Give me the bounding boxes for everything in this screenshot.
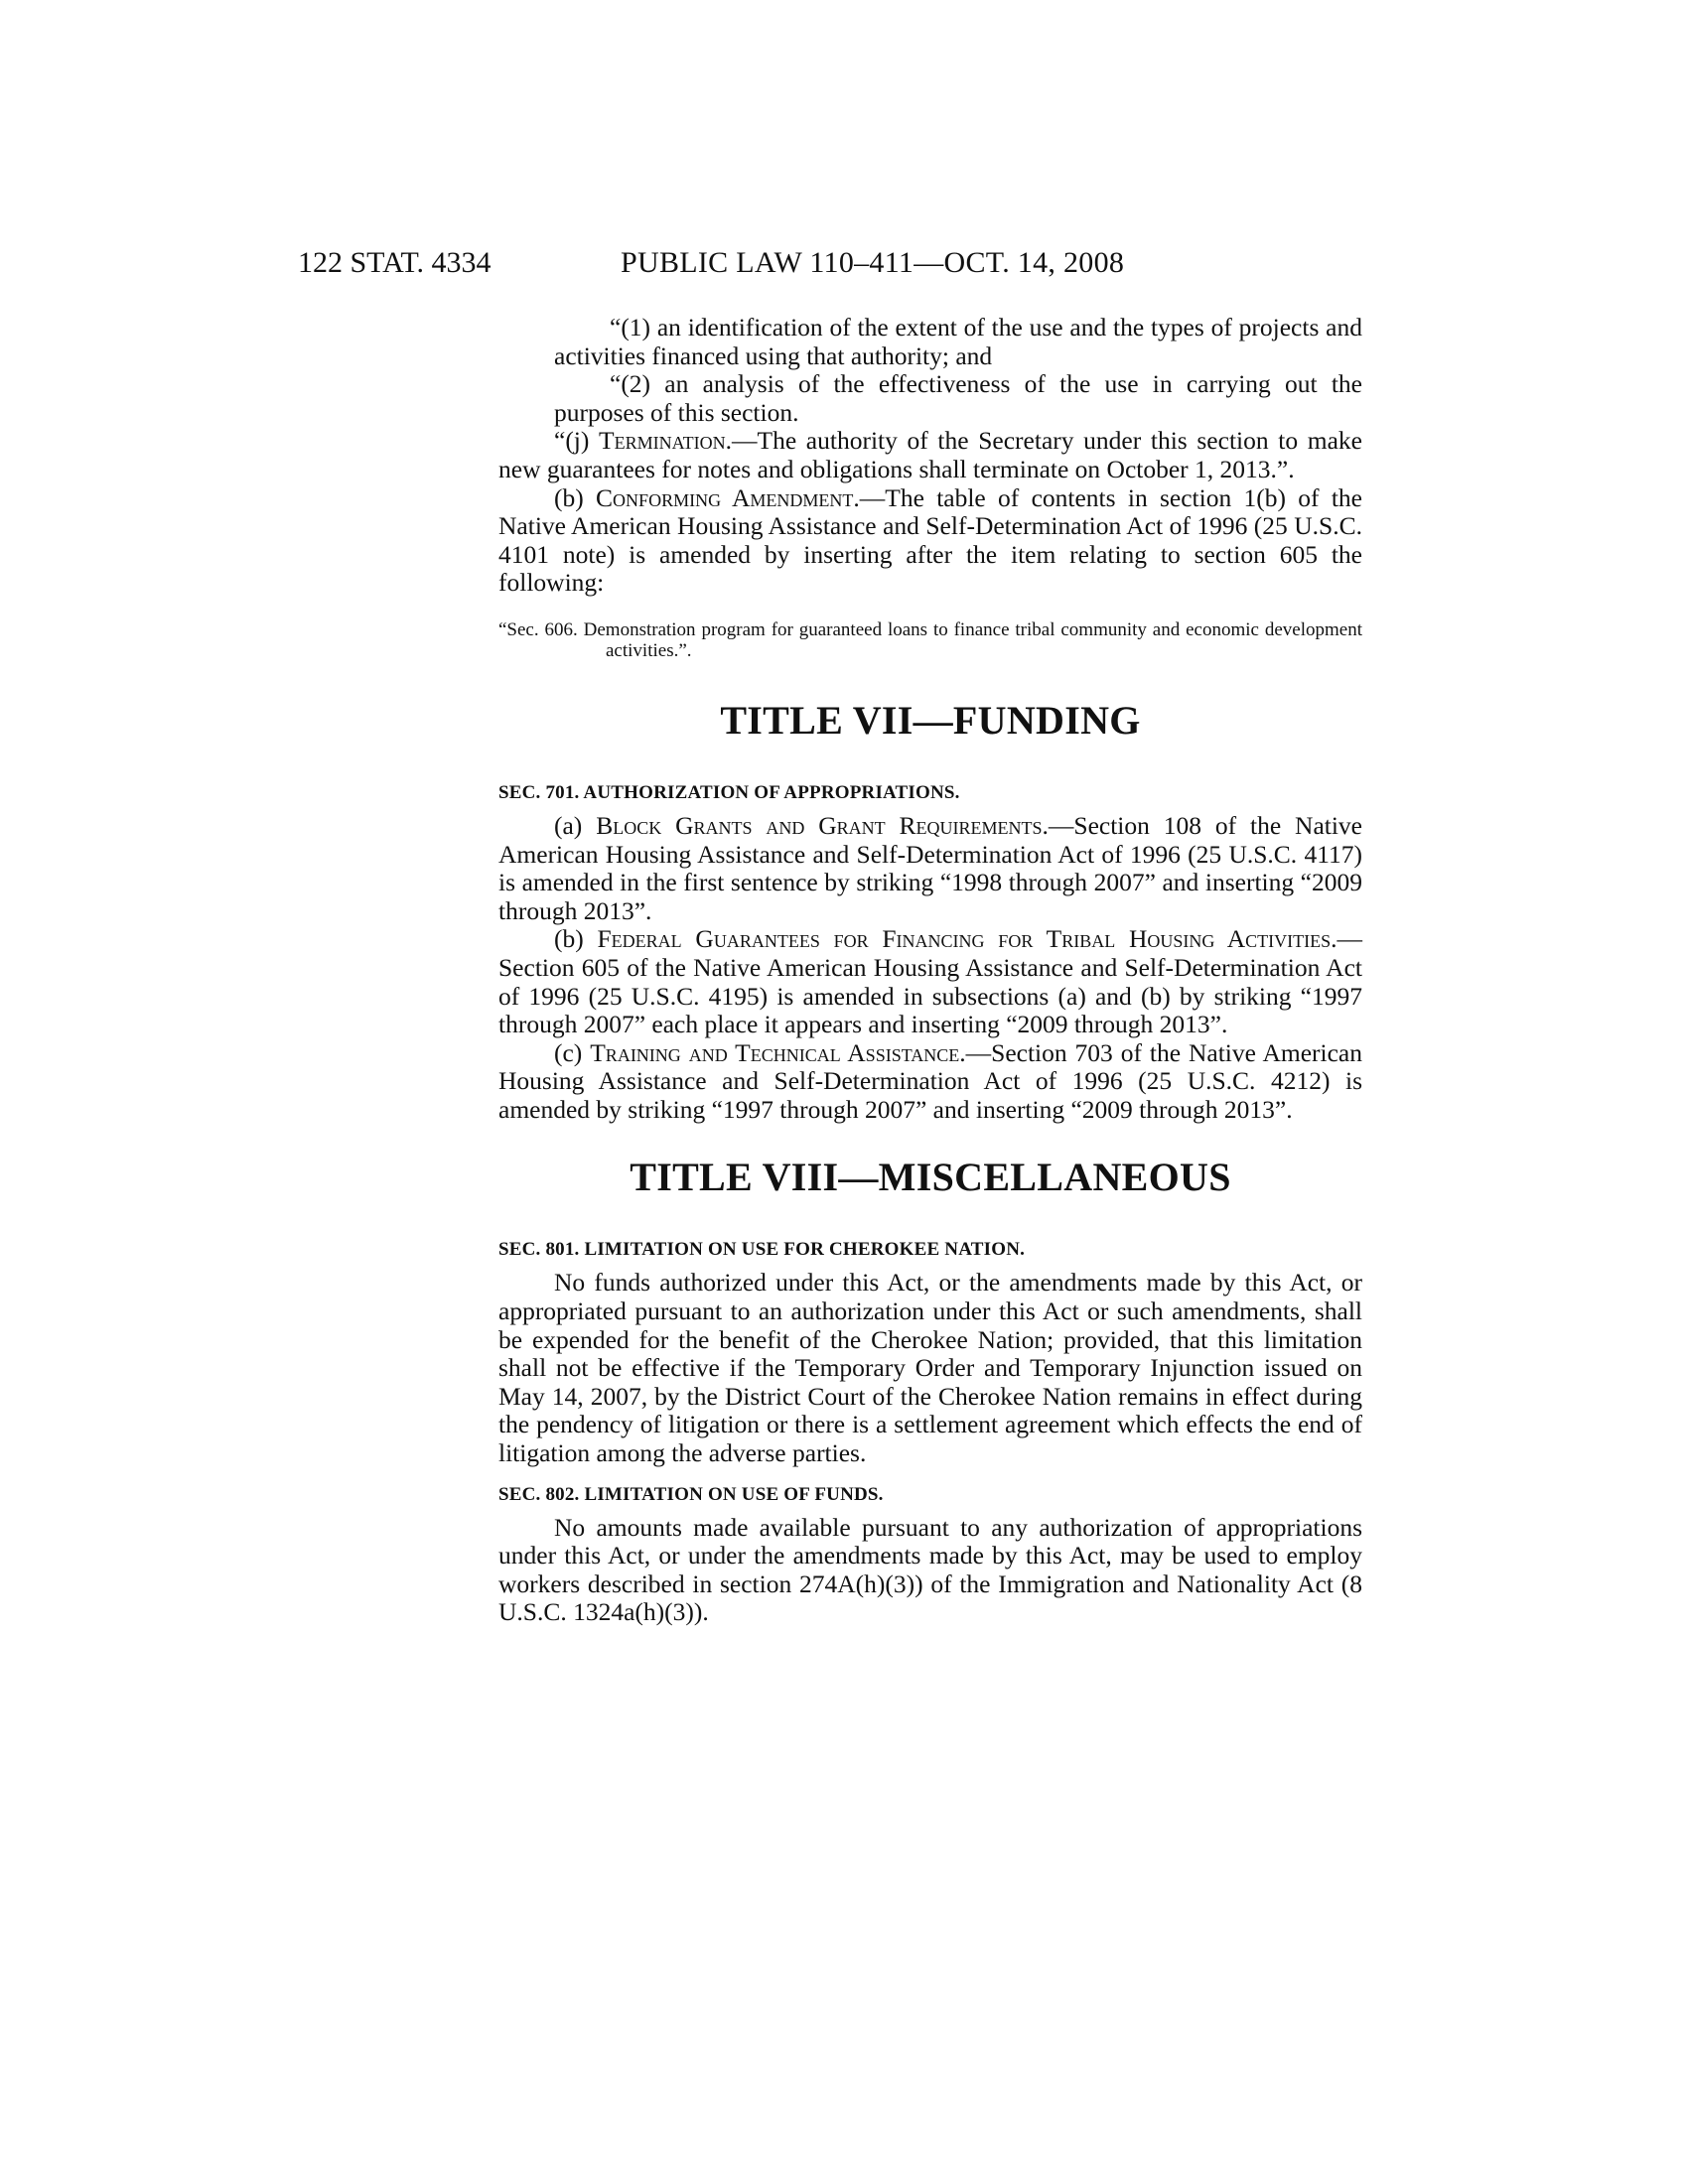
subsection-lead: (a) xyxy=(554,810,597,840)
subsection-heading: Training and Technical Assistance xyxy=(590,1037,960,1067)
title-vii-heading: TITLE VII—FUNDING xyxy=(720,697,1141,743)
subsection-lead: (b) xyxy=(554,482,597,512)
subsection-heading: Conforming Amendment xyxy=(596,482,854,512)
section-802-text: No amounts made available pursuant to any authorization of appropriations under this Act, or under the amendments made by this Act, may be used to employ workers described in section 274A(h)(3)) of the Immigration and Nationality Act (8 U.S.C. 1324a(h)(3)). xyxy=(498,1512,1362,1627)
subsection-text: .—Section 605 of the Native American Housing Assistance and Self-Determination Act of 1996 (25 U.S.C. 4195) is amended in subsections (a) and (b) by striking “1997 through 2007” each place it appears and inserting “2009 through 2013”. xyxy=(498,924,1363,1039)
paragraph-1: “(1) an identification of the extent of the use and the types of projects and activities financed using that authority; and xyxy=(554,313,1362,370)
subsection-lead: (c) xyxy=(554,1037,591,1067)
document-body xyxy=(498,314,1362,1627)
subsection-heading: Termination xyxy=(599,426,726,456)
public-law-citation: PUBLIC LAW 110–411—OCT. 14, 2008 xyxy=(621,246,1125,279)
section-802-heading: SEC. 802. LIMITATION ON USE OF FUNDS. xyxy=(498,1483,884,1505)
subsection-lead: (b) xyxy=(554,924,598,954)
section-801-heading: SEC. 801. LIMITATION ON USE FOR CHEROKEE NATION. xyxy=(498,1239,1026,1261)
section-801-text: No funds authorized under this Act, or the amendments made by this Act, or appropriated pursuant to an authorization under this Act or such amendments, shall be expended for the benefit of the Cherokee Nation; provided, that this limitation shall not be effective if the Temporary Order and Temporary Injunction issued on May 14, 2007, by the District Court of the Cherokee Nation remains in effect during the pendency of litigation or there is a settlement agreement which effects the end of litigation among the adverse parties. xyxy=(498,1268,1362,1468)
subsection-lead: “(j) xyxy=(554,426,600,456)
statute-page-number: 122 STAT. 4334 xyxy=(298,246,492,279)
paragraph-2: “(2) an analysis of the effectiveness of the use in carrying out the purposes of this section. xyxy=(554,369,1362,427)
section-701-c xyxy=(498,1039,1362,1125)
subsection-heading: Block Grants and Grant Requirements xyxy=(596,810,1043,840)
subsection-text: .—Section 108 of the Native American Housing Assistance and Self-Determination Act of 1996 (25 U.S.C. 4117) is amended in the first sentence by striking “1998 through 2007” and inserting “2009 through 2013”. xyxy=(498,810,1362,925)
table-of-contents-entry: “Sec. 606. Demonstration program for guaranteed loans to finance tribal community and economic development activities.”. xyxy=(498,618,1362,661)
subsection-heading: Federal Guarantees for Financing for Tribal Housing Activities xyxy=(597,924,1332,954)
subsection-text: .—Section 703 of the Native American Housing Assistance and Self-Determination Act of 1996 (25 U.S.C. 4212) is amended by striking “1997 through 2007” and inserting “2009 through 2013”. xyxy=(498,1037,1362,1124)
subsection-text: .—The authority of the Secretary under this section to make new guarantees for notes and obligations shall terminate on October 1, 2013.”. xyxy=(498,426,1362,483)
subsection-j-termination xyxy=(498,427,1362,483)
subsection-text: .—The table of contents in section 1(b) of the Native American Housing Assistance and Self-Determination Act of 1996 (25 U.S.C. 4101 note) is amended by inserting after the item relating to section 605 the following: xyxy=(498,482,1363,598)
title-viii-heading: TITLE VIII—MISCELLANEOUS xyxy=(630,1155,1231,1200)
section-701-heading: SEC. 701. AUTHORIZATION OF APPROPRIATIONS. xyxy=(498,781,960,803)
section-701-b xyxy=(498,925,1362,1038)
section-701-a xyxy=(498,812,1362,925)
subsection-b-conforming-amendment xyxy=(498,484,1362,598)
page-header xyxy=(298,246,1390,286)
